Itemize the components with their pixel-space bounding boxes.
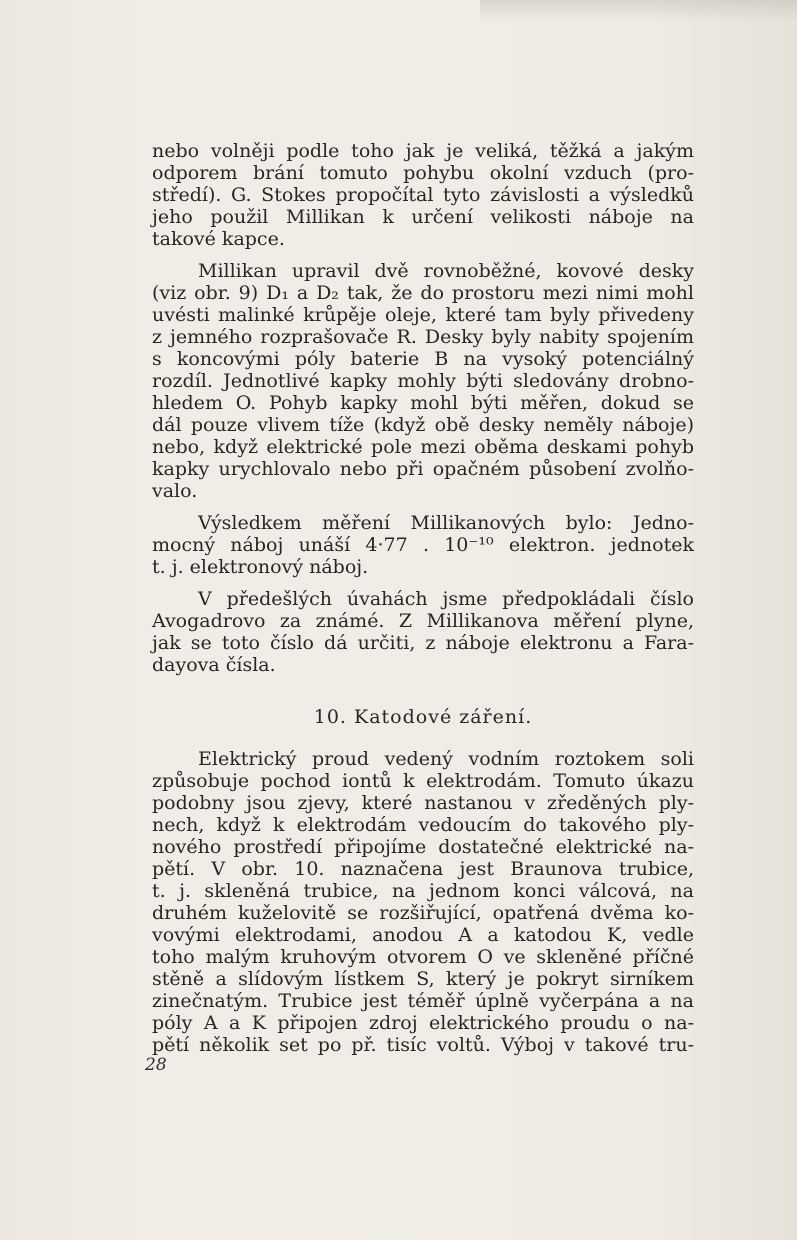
text-line: mocný náboj unáší 4·77 . 10⁻¹⁰ elektron. jednotek <box>152 534 694 556</box>
paragraph-avogadro <box>152 588 694 676</box>
text-line: Elektrický proud vedený vodním roztokem soli <box>198 748 694 770</box>
text-line: toho malým kruhovým otvorem O ve skleněné příčné <box>152 946 694 968</box>
paragraph-stokes <box>152 140 694 250</box>
text-line: (viz obr. 9) D₁ a D₂ tak, že do prostoru mezi nimi mohl <box>152 282 694 304</box>
paragraph-result <box>152 512 694 578</box>
text-line: valo. <box>152 480 198 502</box>
text-line: V předešlých úvahách jsme předpokládali číslo <box>198 588 694 610</box>
text-line: t. j. elektronový náboj. <box>152 556 369 578</box>
text-line: nebo volněji podle toho jak je veliká, těžká a jakým <box>152 140 694 162</box>
text-line: uvésti malinké krůpěje oleje, které tam byly přivedeny <box>152 304 694 326</box>
paragraph-cathode-rays <box>152 748 694 1056</box>
paragraph-millikan-apparatus <box>152 260 694 502</box>
text-line: takové kapce. <box>152 228 285 250</box>
text-line: rozdíl. Jednotlivé kapky mohly býti sledovány drobno- <box>152 370 694 392</box>
text-line: pětí. V obr. 10. naznačena jest Braunova trubice, <box>152 858 694 880</box>
page-number: 28 <box>145 1055 167 1075</box>
paper-scan-shadow <box>480 0 797 22</box>
text-line: dál pouze vlivem tíže (když obě desky neměly náboje) <box>152 414 694 436</box>
text-line: středí). G. Stokes propočítal tyto závislosti a výsledků <box>152 184 694 206</box>
body-text <box>152 140 694 1056</box>
text-line: kapky urychlovalo nebo při opačném působení zvolňo- <box>152 458 694 480</box>
text-line: póly A a K připojen zdroj elektrického proudu o na- <box>152 1012 694 1034</box>
text-line: dayova čísla. <box>152 654 276 676</box>
text-line: podobny jsou zjevy, které nastanou v zředěných ply- <box>152 792 694 814</box>
text-line: z jemného rozprašovače R. Desky byly nabity spojením <box>152 326 694 348</box>
text-line: odporem brání tomuto pohybu okolní vzduch (pro- <box>152 162 694 184</box>
text-line: nech, když k elektrodám vedoucím do takového ply- <box>152 814 694 836</box>
text-line: Výsledkem měření Millikanových bylo: Jedno- <box>198 512 694 534</box>
text-line: způsobuje pochod iontů k elektrodám. Tomuto úkazu <box>152 770 694 792</box>
text-line: s koncovými póly baterie B na vysoký potenciálný <box>152 348 694 370</box>
text-line: jeho použil Millikan k určení velikosti náboje na <box>152 206 694 228</box>
text-line: pětí několik set po př. tisíc voltů. Výboj v takové tru- <box>152 1034 694 1056</box>
text-line: nebo, když elektrické pole mezi oběma deskami pohyb <box>152 436 694 458</box>
text-line: nového prostředí připojíme dostatečné elektrické na- <box>152 836 694 858</box>
text-line: stěně a slídovým lístkem S, který je pokryt sirníkem <box>152 968 694 990</box>
text-line: t. j. skleněná trubice, na jednom konci válcová, na <box>152 880 694 902</box>
section-heading: 10. Katodové záření. <box>313 706 533 728</box>
text-line: jak se toto číslo dá určiti, z náboje elektronu a Fara- <box>152 632 694 654</box>
text-line: zinečnatým. Trubice jest téměř úplně vyčerpána a na <box>152 990 694 1012</box>
text-line: vovými elektrodami, anodou A a katodou K, vedle <box>152 924 694 946</box>
text-line: druhém kuželovitě se rozšiřující, opatřená dvěma ko- <box>152 902 694 924</box>
text-line: hledem O. Pohyb kapky mohl býti měřen, dokud se <box>152 392 694 414</box>
text-line: Avogadrovo za známé. Z Millikanova měření plyne, <box>152 610 694 632</box>
text-line: Millikan upravil dvě rovnoběžné, kovové desky <box>198 260 694 282</box>
